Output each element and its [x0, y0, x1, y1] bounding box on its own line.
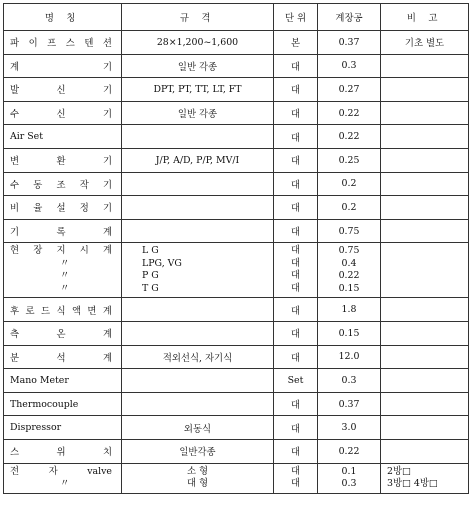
row-unit: 대 — [274, 416, 318, 440]
row-note — [381, 369, 469, 393]
row-unit — [274, 463, 318, 493]
table-row — [4, 219, 469, 243]
row-hours: 0.27 — [318, 78, 381, 102]
row-name — [4, 463, 122, 493]
ditto-mark: 〃 — [60, 282, 70, 294]
row-spec: 외동식 — [122, 416, 274, 440]
row-name-text: 현 장 지 시 계 — [10, 245, 112, 257]
row-unit: 대 — [274, 148, 318, 172]
row-name-text: 전 자 valve — [10, 465, 112, 477]
header-hours: 계장공 — [318, 4, 381, 31]
hours-line: 0.15 — [338, 282, 360, 294]
row-name — [4, 101, 122, 125]
row-name — [4, 243, 122, 298]
row-spec — [122, 369, 274, 393]
row-name-text: 발 신 기 — [10, 85, 112, 97]
row-name — [4, 298, 122, 322]
row-name — [4, 321, 122, 345]
row-hours: 0.37 — [318, 392, 381, 416]
table-row — [4, 463, 469, 493]
row-note: 기초 별도 — [381, 31, 469, 55]
row-name-text: 분 석 계 — [10, 352, 112, 364]
row-note — [381, 243, 469, 298]
row-unit: 대 — [274, 196, 318, 220]
row-unit: 대 — [274, 219, 318, 243]
row-note — [381, 298, 469, 322]
hours-line: 0.75 — [338, 245, 360, 257]
table-row — [4, 31, 469, 55]
row-name — [4, 31, 122, 55]
row-hours: 0.22 — [318, 439, 381, 463]
unit-line: 대 — [290, 245, 301, 257]
row-note — [381, 392, 469, 416]
unit-line: 대 — [290, 282, 301, 294]
spec-line: L G — [142, 245, 159, 257]
hours-line: 0.22 — [338, 270, 360, 282]
row-spec — [122, 243, 274, 298]
row-hours: 0.75 — [318, 219, 381, 243]
row-spec: J/P, A/D, P/P, MV/I — [122, 148, 274, 172]
table-row — [4, 148, 469, 172]
row-note — [381, 125, 469, 149]
row-hours: 0.37 — [318, 31, 381, 55]
row-spec — [122, 172, 274, 196]
row-note — [381, 219, 469, 243]
row-name-text: 파 이 프 스 텐 션 — [10, 38, 112, 50]
ditto-mark: 〃 — [60, 270, 70, 282]
unit-line: 대 — [290, 478, 301, 489]
header-unit: 단 위 — [274, 4, 318, 31]
row-spec: DPT, PT, TT, LT, FT — [122, 78, 274, 102]
row-name — [4, 78, 122, 102]
row-unit: 대 — [274, 392, 318, 416]
row-spec: 28×1,200~1,600 — [122, 31, 274, 55]
row-name — [4, 148, 122, 172]
row-name — [4, 219, 122, 243]
table-row — [4, 125, 469, 149]
row-spec — [122, 219, 274, 243]
row-name: Mano Meter — [4, 369, 122, 393]
row-note — [381, 196, 469, 220]
row-unit: Set — [274, 369, 318, 393]
row-spec — [122, 125, 274, 149]
row-name — [4, 345, 122, 369]
row-spec — [122, 463, 274, 493]
table-row — [4, 298, 469, 322]
row-name-text: 수 동 조 작 기 — [10, 179, 112, 191]
row-hours: 0.3 — [318, 369, 381, 393]
row-note — [381, 54, 469, 78]
unit-line: 대 — [290, 270, 301, 282]
table-row — [4, 369, 469, 393]
ditto-mark: 〃 — [60, 478, 70, 489]
row-spec — [122, 392, 274, 416]
row-note — [381, 172, 469, 196]
row-unit: 대 — [274, 54, 318, 78]
hours-line: 0.4 — [341, 257, 357, 269]
row-spec: 일반각종 — [122, 439, 274, 463]
row-spec — [122, 196, 274, 220]
row-name: Air Set — [4, 125, 122, 149]
row-hours: 0.22 — [318, 125, 381, 149]
table-row — [4, 54, 469, 78]
row-hours: 0.15 — [318, 321, 381, 345]
row-spec: 일반 각종 — [122, 54, 274, 78]
ditto-mark: 〃 — [60, 257, 70, 269]
row-name-text: 변 환 기 — [10, 156, 112, 168]
row-hours: 0.2 — [318, 196, 381, 220]
row-name — [4, 439, 122, 463]
header-spec: 규 격 — [122, 4, 274, 31]
spec-line: 대 형 — [186, 478, 209, 489]
row-hours: 0.25 — [318, 148, 381, 172]
row-spec: 적외선식, 자기식 — [122, 345, 274, 369]
row-note — [381, 321, 469, 345]
row-name-text: 측 온 계 — [10, 329, 112, 341]
row-hours — [318, 243, 381, 298]
table-row — [4, 196, 469, 220]
row-note — [381, 416, 469, 440]
row-unit: 대 — [274, 439, 318, 463]
row-hours: 0.2 — [318, 172, 381, 196]
row-name-text: 비 율 설 정 기 — [10, 203, 112, 215]
row-unit: 대 — [274, 125, 318, 149]
row-note — [381, 101, 469, 125]
table-row — [4, 439, 469, 463]
spec-line: P G — [142, 270, 159, 282]
row-hours: 12.0 — [318, 345, 381, 369]
labor-rate-table — [3, 3, 469, 494]
hours-line: 0.1 — [341, 465, 357, 477]
note-line: 2방□ — [387, 465, 411, 477]
row-unit: 대 — [274, 345, 318, 369]
row-name: Dispressor — [4, 416, 122, 440]
table-row — [4, 345, 469, 369]
row-spec: 일반 각종 — [122, 101, 274, 125]
row-name-text: 스 위 치 — [10, 447, 112, 459]
table-row — [4, 78, 469, 102]
row-unit: 대 — [274, 321, 318, 345]
row-name-text: 기 록 계 — [10, 227, 112, 239]
row-unit: 대 — [274, 101, 318, 125]
row-unit: 본 — [274, 31, 318, 55]
row-hours: 3.0 — [318, 416, 381, 440]
spec-line: T G — [142, 282, 159, 294]
row-name — [4, 196, 122, 220]
note-line: 3방□ 4방□ — [387, 478, 438, 489]
row-note — [381, 148, 469, 172]
row-name: Thermocouple — [4, 392, 122, 416]
row-unit — [274, 243, 318, 298]
table-body — [4, 31, 469, 494]
row-note — [381, 78, 469, 102]
table-row — [4, 321, 469, 345]
unit-line: 대 — [290, 257, 301, 269]
row-hours: 0.22 — [318, 101, 381, 125]
spec-line: 소 형 — [186, 465, 209, 477]
row-unit: 대 — [274, 78, 318, 102]
row-spec — [122, 298, 274, 322]
row-name-text: 후 로 드 식 액 면 계 — [10, 305, 112, 317]
table-row — [4, 243, 469, 298]
table-row — [4, 416, 469, 440]
hours-line: 0.3 — [341, 478, 357, 489]
table-row — [4, 101, 469, 125]
row-name — [4, 54, 122, 78]
spec-line: LPG, VG — [142, 257, 182, 269]
unit-line: 대 — [290, 465, 301, 477]
row-note — [381, 463, 469, 493]
row-hours — [318, 463, 381, 493]
row-unit: 대 — [274, 172, 318, 196]
header-name: 명 칭 — [4, 4, 122, 31]
table-row — [4, 172, 469, 196]
header-note: 비 고 — [381, 4, 469, 31]
row-note — [381, 345, 469, 369]
row-name — [4, 172, 122, 196]
row-hours: 1.8 — [318, 298, 381, 322]
row-spec — [122, 321, 274, 345]
row-name-text: 계 기 — [10, 61, 112, 73]
row-note — [381, 439, 469, 463]
row-unit: 대 — [274, 298, 318, 322]
table-row — [4, 392, 469, 416]
row-name-text: 수 신 기 — [10, 109, 112, 121]
header-row — [4, 4, 469, 31]
row-hours: 0.3 — [318, 54, 381, 78]
